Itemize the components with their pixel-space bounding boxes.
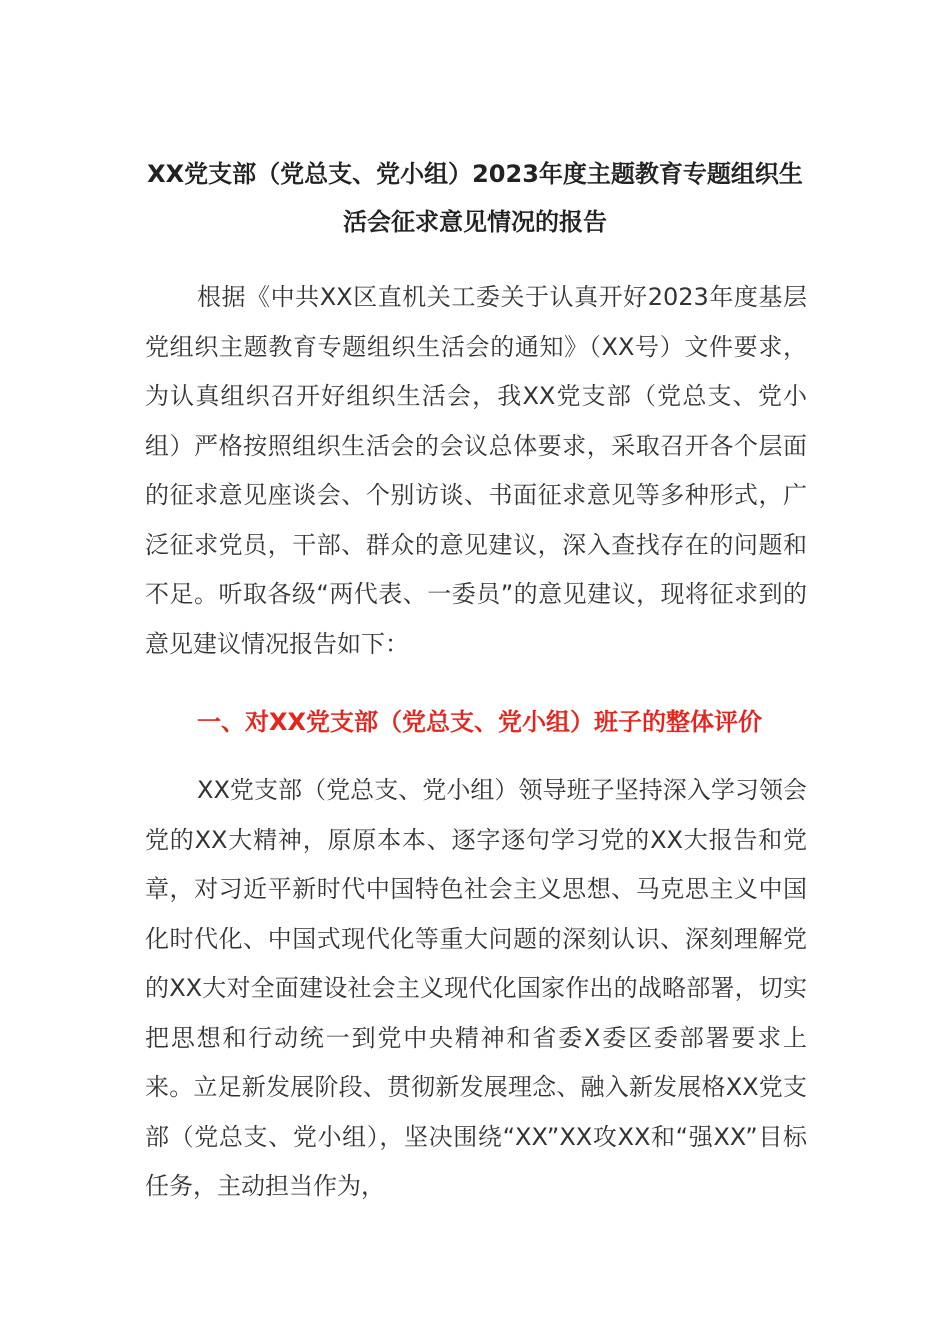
document-title: XX党支部（党总支、党小组）2023年度主题教育专题组织生活会征求意见情况的报告 — [147, 160, 803, 236]
evaluation-paragraph: XX党支部（党总支、党小组）领导班子坚持深入学习领会党的XX大精神，原原本本、逐字逐句学习党的XX大报告和党章，对习近平新时代中国特色社会主义思想、马克思主义中国化时代化、中国式现代化等重大问题的深刻认识、深刻理解党的XX大对全面建设社会主义现代化国家作出的战略部署，切实把思想和行动统一到党中央精神和省委X委区委部署要求上来。立足新发展阶段、贯彻新发展理念、融入新发展格XX党支部（党总支、党小组），坚决围绕“XX”XX攻XX和“强XX”目标任务，主动担当作为， — [145, 776, 807, 1200]
intro-paragraph: 根据《中共XX区直机关工委关于认真开好2023年度基层党组织主题教育专题组织生活会的通知》（XX号）文件要求，为认真组织召开好组织生活会，我XX党支部（党总支、党小组）严格按照组织生活会的会议总体要求，采取召开各个层面的征求意见座谈会、个别访谈、书面征求意见等多种形式，广泛征求党员，干部、群众的意见建议，深入查找存在的问题和不足。听取各级“两代表、一委员”的意见建议，现将征求到的意见建议情况报告如下： — [145, 283, 807, 658]
section-heading: 一、对XX党支部（党总支、党小组）班子的整体评价 — [197, 708, 763, 736]
